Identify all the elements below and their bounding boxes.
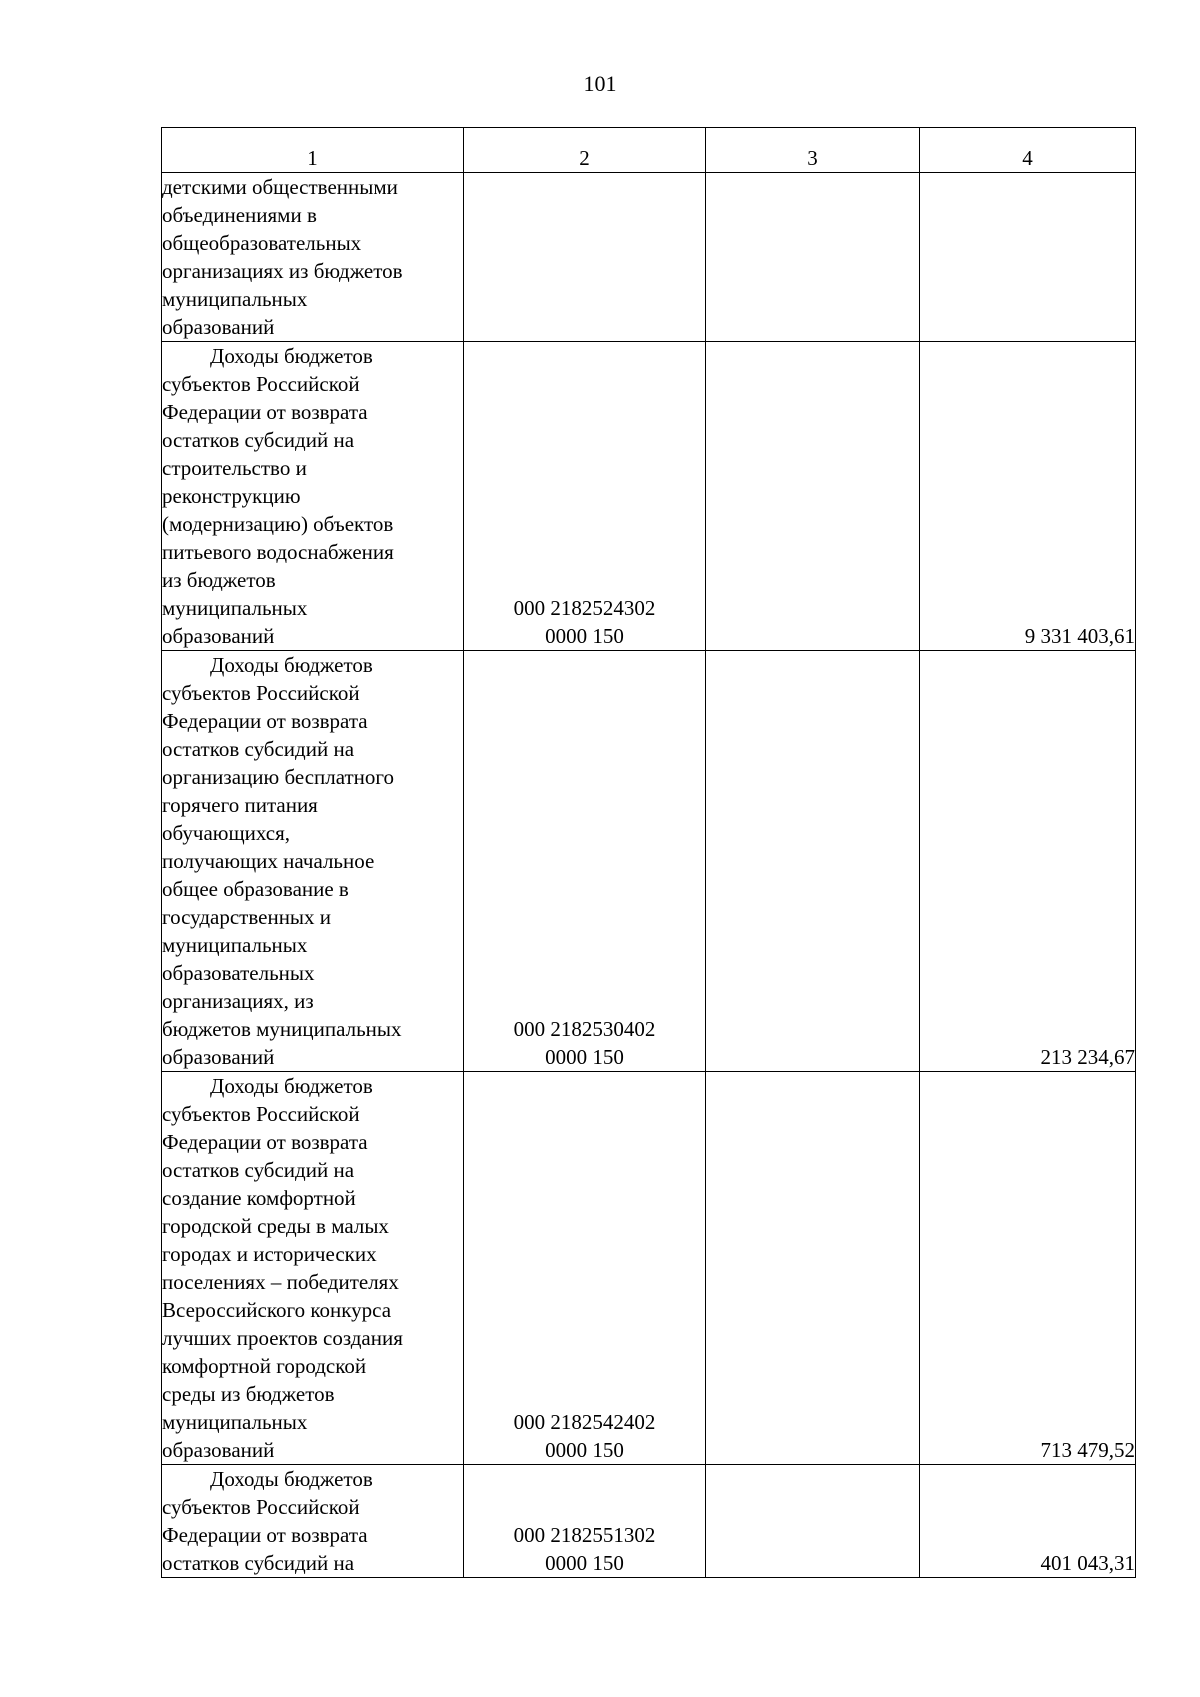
description-text: Доходы бюджетов субъектов Российской Федерации от возврата остатков субсидий на создание комфортной городской среды в малых городах и исторических поселениях – победителях Всероссийского конкурса лучших проектов создания комфортной городской среды из бюджетов муниципальных образований bbox=[162, 1074, 403, 1462]
table-header-row bbox=[162, 128, 1136, 173]
amount-cell: 401 043,31 bbox=[920, 1465, 1136, 1578]
description-text: Доходы бюджетов субъектов Российской Федерации от возврата остатков субсидий на bbox=[162, 1467, 373, 1575]
column-header-4: 4 bbox=[920, 128, 1136, 173]
table-row bbox=[162, 1465, 1136, 1578]
description-cell bbox=[162, 342, 464, 651]
column-header-3: 3 bbox=[706, 128, 920, 173]
amount-cell bbox=[920, 173, 1136, 342]
column-3-cell bbox=[706, 1072, 920, 1465]
code-cell: 000 2182524302 0000 150 bbox=[464, 342, 706, 651]
table-row bbox=[162, 342, 1136, 651]
description-cell bbox=[162, 1465, 464, 1578]
amount-cell: 213 234,67 bbox=[920, 651, 1136, 1072]
description-text: Доходы бюджетов субъектов Российской Федерации от возврата остатков субсидий на строительство и реконструкцию (модернизацию) объектов питьевого водоснабжения из бюджетов муниципальных образований bbox=[162, 344, 394, 648]
column-3-cell bbox=[706, 1465, 920, 1578]
code-cell: 000 2182542402 0000 150 bbox=[464, 1072, 706, 1465]
amount-cell: 9 331 403,61 bbox=[920, 342, 1136, 651]
page-number: 101 bbox=[583, 71, 617, 96]
column-3-cell bbox=[706, 651, 920, 1072]
budget-table bbox=[161, 127, 1136, 1578]
amount-cell: 713 479,52 bbox=[920, 1072, 1136, 1465]
description-text: Доходы бюджетов субъектов Российской Федерации от возврата остатков субсидий на организацию бесплатного горячего питания обучающихся, получающих начальное общее образование в государственных и муниципальных образовательных организациях, из бюджетов муниципальных образований bbox=[162, 653, 402, 1069]
code-cell: 000 2182530402 0000 150 bbox=[464, 651, 706, 1072]
code-cell: 000 2182551302 0000 150 bbox=[464, 1465, 706, 1578]
description-cell bbox=[162, 651, 464, 1072]
description-text: детскими общественными объединениями в общеобразовательных организациях из бюджетов муниципальных образований bbox=[162, 175, 403, 339]
description-cell bbox=[162, 173, 464, 342]
column-header-1: 1 bbox=[162, 128, 464, 173]
table-row bbox=[162, 1072, 1136, 1465]
table-row bbox=[162, 173, 1136, 342]
description-cell bbox=[162, 1072, 464, 1465]
code-cell bbox=[464, 173, 706, 342]
column-3-cell bbox=[706, 173, 920, 342]
column-header-2: 2 bbox=[464, 128, 706, 173]
table-row bbox=[162, 651, 1136, 1072]
column-3-cell bbox=[706, 342, 920, 651]
